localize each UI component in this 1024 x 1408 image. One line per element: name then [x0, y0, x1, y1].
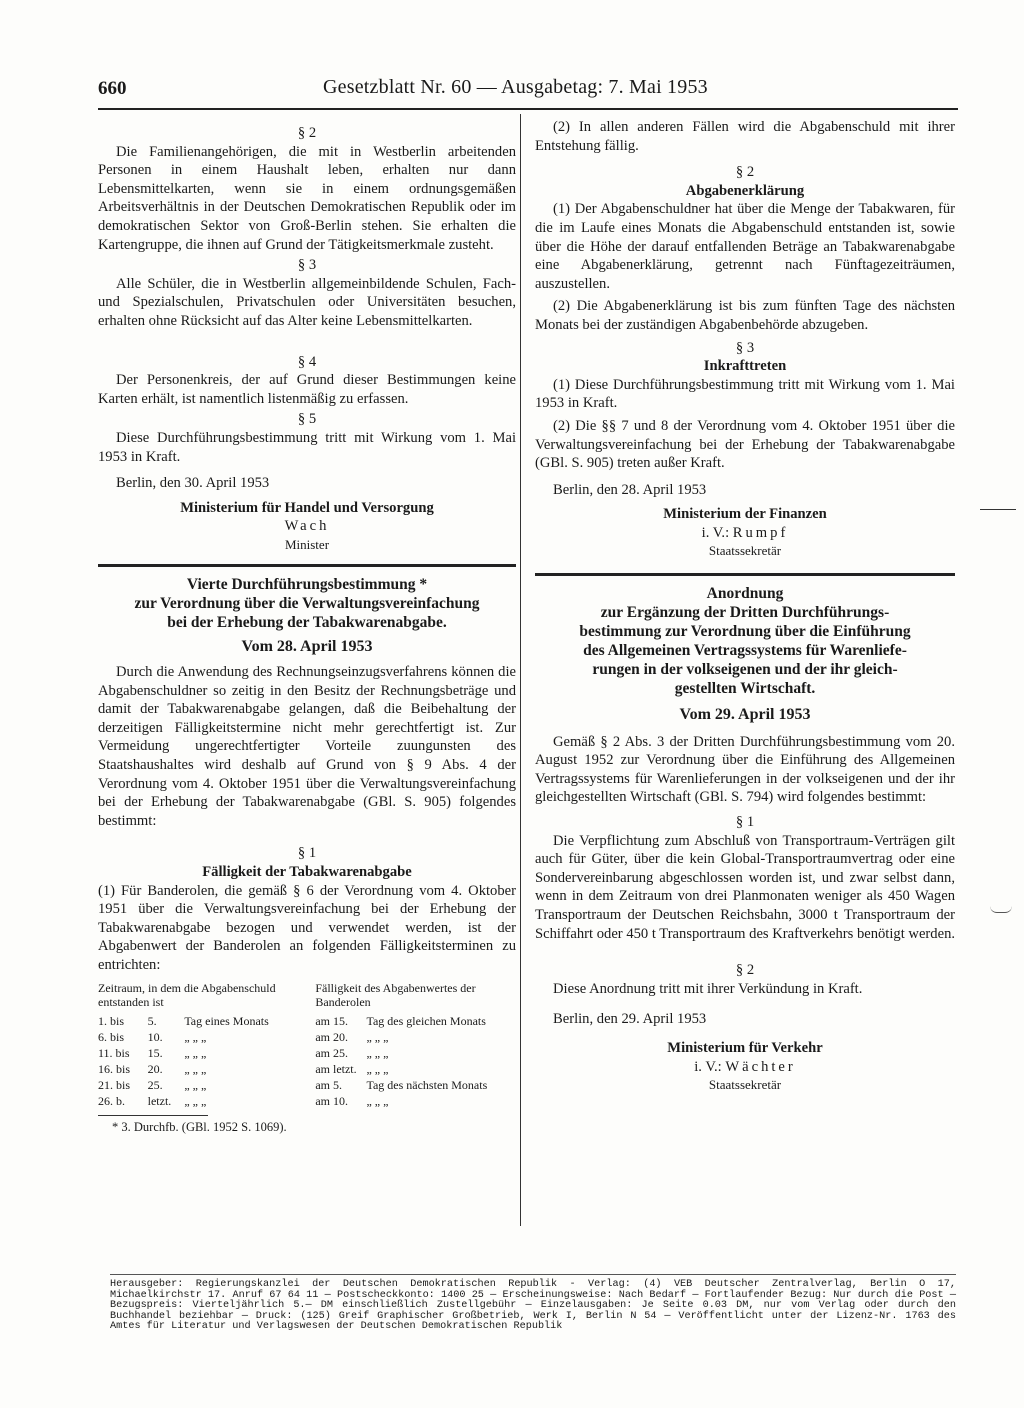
table-cell: 21. bis [98, 1077, 131, 1092]
table-cell: 5. [147, 1013, 157, 1028]
section-separator [98, 564, 516, 567]
table-cell: „ „ „ [366, 1029, 389, 1044]
table-cell: am 5. [315, 1077, 342, 1092]
right-column [535, 118, 955, 1095]
publisher-rule [110, 1274, 956, 1275]
document-title: zur Verordnung über die Verwaltungsvereinfachung [134, 595, 480, 613]
section-heading: § 3 [297, 257, 317, 274]
table-cell: 1. bis [98, 1013, 125, 1028]
table-cell: 6. bis [98, 1029, 125, 1044]
section-text: Die Familienangehörigen, die mit in Westberlin arbeitenden Personen in einem Haushalt leben, erhalten nur dann Lebensmittelkarten, wenn sie in einem ordnungsgemäßen Arbeitsverhältnis in der Deutschen Demokratischen Republik oder im demokratischen Sektor von Groß-Berlin stehen. Sie erhalten die Kartengruppe, die ihnen auf Grund der Tätigkeitsmerkmale zusteht. [98, 143, 516, 253]
signing-ministry: Ministerium für Handel und Versorgung [180, 499, 434, 516]
section-heading: § 5 [297, 411, 317, 428]
section-heading: § 1 [297, 845, 317, 862]
table-cell: 11. bis [98, 1045, 130, 1060]
table-row [98, 1061, 516, 1077]
due-date-table [98, 981, 516, 1109]
table-cell: letzt. [147, 1093, 172, 1108]
publisher-info: Herausgeber: Regierungskanzlei der Deutschen Demokratischen Republik - Verlag: (4) VEB Deutscher Zentralverlag, Berlin O 17, Michaelkirchstr 17. Anruf 67 64 11 — Postscheckkonto: 1400 25 — Erscheinungsweise: Nach Bedarf — Fortlaufender Bezug: Nur durch die Post — Bezugspreis: Vierteljährlich 5.— DM einschließlich Zustellgebühr — Einzelausgaben: Je Seite 0.03 DM, nur vom Verlag oder durch den Buchhandel beziehbar — Druck: (125) Greif Graphischer Großbetrieb, Werk I, Berlin N 54 — Veröffentlicht unter der Lizenz-Nr. 1763 des Amtes für Literatur und Verlagswesen der Deutschen Demokratischen Republik [110, 1279, 956, 1333]
table-row [98, 1045, 516, 1061]
signer-name: Wächter [725, 1058, 796, 1075]
table-cell: „ „ „ [184, 1077, 207, 1092]
table-row [98, 1013, 516, 1029]
table-header: Fälligkeit des Abgabenwertes der Banderolen [315, 980, 476, 1009]
document-title: bestimmung zur Verordnung über die Einführung [579, 623, 911, 641]
document-title: Vierte Durchführungsbestimmung * [186, 576, 428, 594]
place-date: Berlin, den 28. April 1953 [553, 481, 707, 498]
signer-line [535, 1058, 955, 1077]
table-cell: „ „ „ [184, 1093, 207, 1108]
left-column [98, 124, 516, 1136]
section-text: (2) Die §§ 7 und 8 der Verordnung vom 4. Oktober 1951 über die Verwaltungsvereinfachung bei der Erhebung der Tabakwarenabgabe (GBl. S. 905) treten außer Kraft. [535, 417, 955, 472]
footnote-rule [98, 1115, 208, 1116]
column-divider [520, 114, 521, 1226]
section-text: Alle Schüler, die in Westberlin allgemeinbildende Schulen, Fach- und Spezialschulen, Privatschulen oder Universitäten besuchen, erhalten ohne Rücksicht auf das Alter keine Lebensmittelkarten. [98, 275, 516, 329]
document-title: rungen in der volkseigenen und der ihr gleich- [592, 661, 898, 679]
section-heading: § 1 [735, 814, 755, 831]
document-title: gestellten Wirtschaft. [674, 680, 816, 698]
signer-title: Staatssekretär [708, 1077, 782, 1093]
table-cell: am letzt. [315, 1061, 357, 1076]
section-text: Diese Anordnung tritt mit ihrer Verkündung in Kraft. [553, 980, 863, 997]
signer-prefix: i. V.: [701, 524, 730, 541]
table-cell: 26. b. [98, 1093, 125, 1108]
table-row [98, 1077, 516, 1093]
margin-tick [990, 906, 1012, 913]
page-header [98, 76, 958, 106]
table-cell: am 25. [315, 1045, 348, 1060]
table-cell: Tag des nächsten Monats [366, 1077, 488, 1092]
document-date: Vom 28. April 1953 [241, 638, 373, 656]
section-heading: § 2 [297, 125, 317, 141]
signer-name: Rumpf [732, 524, 789, 541]
table-cell: 15. [147, 1045, 163, 1060]
table-cell: „ „ „ [366, 1061, 389, 1076]
section-title: Fälligkeit der Tabakwarenabgabe [202, 864, 412, 880]
section-separator [535, 573, 955, 576]
signing-ministry: Ministerium für Verkehr [667, 1039, 823, 1056]
signer-prefix: i. V.: [694, 1058, 722, 1075]
section-text: Der Personenkreis, der auf Grund dieser Bestimmungen keine Karten erhält, ist namentlich listenmäßig zu erfassen. [98, 372, 516, 407]
signer-title: Staatssekretär [708, 543, 782, 559]
document-title: zur Ergänzung der Dritten Durchführungs- [600, 604, 890, 622]
section-heading: § 3 [735, 339, 755, 356]
page-title: Gesetzblatt Nr. 60 — Ausgabetag: 7. Mai 1953 [323, 76, 708, 98]
document-date: Vom 29. April 1953 [679, 706, 811, 724]
table-cell: 16. bis [98, 1061, 131, 1076]
section-title: Inkrafttreten [703, 358, 787, 375]
section-text: (2) In allen anderen Fällen wird die Abgabenschuld mit ihrer Entstehung fällig. [535, 119, 955, 154]
section-text: (1) Der Abgabenschuldner hat über die Menge der Tabakwaren, für die im Laufe eines Monats die Abgabenschuld entstanden ist, sowie über die Höhe der darauf entfallenden Beträge an Tabakwarenabgabe eine Abgabenerklärung, getrennt nach Fünftagezeiträumen, auszustellen. [535, 201, 955, 292]
table-cell: „ „ „ [366, 1045, 389, 1060]
signer-name: Wach [284, 518, 330, 535]
margin-mark [980, 509, 1016, 510]
table-row [98, 1029, 516, 1045]
section-heading: § 4 [297, 353, 317, 370]
table-row [98, 1093, 516, 1109]
signer-line [535, 524, 955, 543]
table-cell: am 10. [315, 1093, 348, 1108]
table-cell: „ „ „ [184, 1045, 207, 1060]
document-title: Anordnung [706, 585, 784, 603]
preamble: Durch die Anwendung des Rechnungseinzugsverfahrens können die Abgabenschuldner so zeitig in den Besitz der Rechnungsbeträge und damit der Tabakwarenabgabe gelangen, daß die Beibehaltung der derzeitigen Fälligkeitstermine nicht mehr gerechtfertigt ist. Zur Vermeidung ungerechtfertigter Vorteile zuungunsten des Staatshaushaltes wird deshalb auf Grund von § 9 Abs. 4 der Verordnung vom 4. Oktober 1951 über die Verwaltungsvereinfachung bei der Erhebung der Tabakwarenabgabe (GBl. S. 905) folgendes bestimmt: [98, 664, 516, 829]
table-cell: „ „ „ [366, 1093, 389, 1108]
page-number: 660 [98, 78, 127, 99]
section-heading: § 2 [735, 962, 755, 979]
table-cell: „ „ „ [184, 1029, 207, 1044]
signer-title: Minister [284, 536, 330, 552]
preamble: Gemäß § 2 Abs. 3 der Dritten Durchführungsbestimmung vom 20. August 1952 zur Verordnung über die Einführung des Allgemeinen Vertragssystems für Warenlieferungen in der volkseigenen und der ihr gleichgestellten Wirtschaft (GBl. S. 794) wird folgendes bestimmt: [535, 733, 955, 806]
table-header: Zeitraum, in dem die Abgabenschuld entstanden ist [98, 980, 276, 1009]
section-text: Die Verpflichtung zum Abschluß von Transportraum-Verträgen gilt auch für Güter, über die kein Global-Transportraumvertrag oder eine Sondervereinbarung abgeschlossen worden ist, und zwar selbst dann, wenn in dem Zeitraum von drei Planmonaten weniger als 450 Wagen Transportraum der Deutschen Reichsbahn, 3000 t Transportraum der Schiffahrt oder 450 t Transportraum des Kraftverkehrs benötigt werden. [535, 832, 956, 942]
document-title: des Allgemeinen Vertragssystems für Warenliefe- [583, 642, 907, 660]
section-text: Diese Durchführungsbestimmung tritt mit Wirkung vom 1. Mai 1953 in Kraft. [98, 429, 516, 465]
footnote: * 3. Durchfb. (GBl. 1952 S. 1069). [112, 1119, 287, 1134]
table-cell: Tag eines Monats [184, 1013, 269, 1028]
table-cell: 10. [147, 1029, 163, 1044]
table-cell: 20. [147, 1061, 163, 1076]
section-heading: § 2 [735, 164, 755, 181]
place-date: Berlin, den 30. April 1953 [116, 475, 270, 492]
table-cell: „ „ „ [184, 1061, 207, 1076]
section-title: Abgabenerklärung [685, 182, 805, 199]
table-header-row [98, 981, 516, 1013]
place-date: Berlin, den 29. April 1953 [553, 1011, 707, 1028]
section-text: (1) Für Banderolen, die gemäß § 6 der Verordnung vom 4. Oktober 1951 über die Verwaltungsvereinfachung bei der Erhebung der Tabakwarenabgabe bezogen und verwendet werden, ist der Abgabenwert der Banderolen an folgenden Fälligkeitsterminen zu entrichten: [98, 882, 516, 973]
section-text: (2) Die Abgabenerklärung ist bis zum fünften Tage des nächsten Monats bei der zuständigen Abgabenbehörde abzugeben. [535, 298, 955, 333]
table-cell: am 15. [315, 1013, 348, 1028]
table-cell: Tag des gleichen Monats [366, 1013, 486, 1028]
table-cell: 25. [147, 1077, 163, 1092]
signing-ministry: Ministerium der Finanzen [663, 506, 827, 523]
header-rule [98, 108, 958, 110]
table-cell: am 20. [315, 1029, 348, 1044]
section-text: (1) Diese Durchführungsbestimmung tritt mit Wirkung vom 1. Mai 1953 in Kraft. [535, 376, 955, 412]
document-title: bei der Erhebung der Tabakwarenabgabe. [167, 614, 447, 632]
